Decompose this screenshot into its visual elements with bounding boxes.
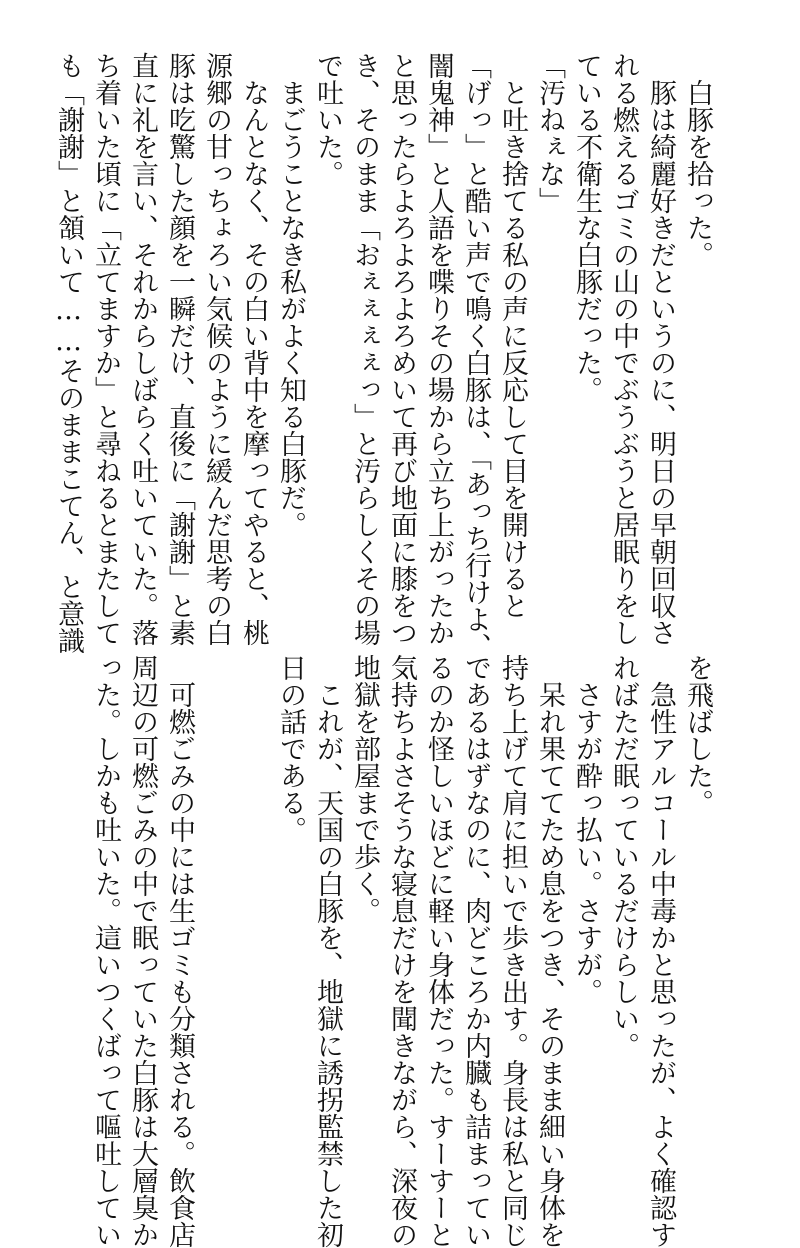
text-line: さすが酔っ払い。さすが。 <box>571 654 602 1005</box>
text-line: 呆れ果ててため息をつき、そのまま細い身体を <box>534 654 565 1248</box>
text-line: 白豚を拾った。 <box>682 52 713 268</box>
text-line: ればただ眠っているだけらしい。 <box>608 654 639 1059</box>
text-line: これが、天国の白豚を、地獄に誘拐監禁した初 <box>312 654 343 1248</box>
text-line: 気持ちよさそうな寝息だけを聞きながら、深夜の <box>386 654 417 1248</box>
text-line: を飛ばした。 <box>682 654 713 816</box>
text-line: き、そのまま「おぇぇぇぇっ」と汚らしくその場 <box>349 52 380 646</box>
text-line: なんとなく、その白い背中を摩ってやると、桃 <box>238 52 269 646</box>
text-line: 地獄を部屋まで歩く。 <box>349 654 380 924</box>
text-line: と吐き捨てる私の声に反応して目を開けると <box>497 52 528 619</box>
upper-text-block <box>50 52 716 660</box>
text-line: 周辺の可燃ごみの中で眠っていた白豚は大層臭か <box>127 654 158 1248</box>
text-line: 日の話である。 <box>275 654 306 843</box>
text-line: であるはずなのに、肉どころか内臓も詰まってい <box>460 654 491 1248</box>
text-line: 源郷の甘っちょろい気候のように緩んだ思考の白 <box>201 52 232 646</box>
blank-line <box>235 654 272 1214</box>
text-line: るのか怪しいほどに軽い身体だった。すーすーと <box>423 654 454 1248</box>
text-line: も「謝謝」と頷いて……そのままこてん、と意識 <box>53 52 84 654</box>
text-line: 可燃ごみの中には生ゴミも分類される。飲食店 <box>164 654 195 1248</box>
text-line: で吐いた。 <box>312 52 343 187</box>
text-line: ち着いた頃に「立てますか」と尋ねるとまたして <box>90 52 121 646</box>
lower-text-block <box>87 654 716 1248</box>
text-line: 豚は綺麗好きだというのに、明日の早朝回収さ <box>645 52 676 646</box>
text-line: ている不衛生な白豚だった。 <box>571 52 602 403</box>
text-line: 闇鬼神」と人語を喋りその場から立ち上がったか <box>423 52 454 646</box>
text-line: 持ち上げて肩に担いで歩き出す。身長は私と同じ <box>497 654 528 1248</box>
blank-line <box>198 654 235 1214</box>
text-line: った。しかも吐いた。這いつくばって嘔吐してい <box>90 654 121 1248</box>
text-line: 急性アルコール中毒かと思ったが、よく確認す <box>645 654 676 1248</box>
text-line: 「汚ねぇな」 <box>534 52 565 214</box>
text-line: 「げっ」と酷い声で鳴く白豚は、「あっち行けよ、 <box>460 52 491 660</box>
text-line: と思ったらよろよろよろめいて再び地面に膝をつ <box>386 52 417 646</box>
text-line: れる燃えるゴミの山の中でぶうぶうと居眠りをし <box>608 52 639 646</box>
text-line: 豚は吃驚した顔を一瞬だけ、直後に「謝謝」と素 <box>164 52 195 646</box>
text-line: まごうことなき私がよく知る白豚だ。 <box>275 52 306 538</box>
text-line: 直に礼を言い、それからしばらく吐いていた。落 <box>127 52 158 646</box>
